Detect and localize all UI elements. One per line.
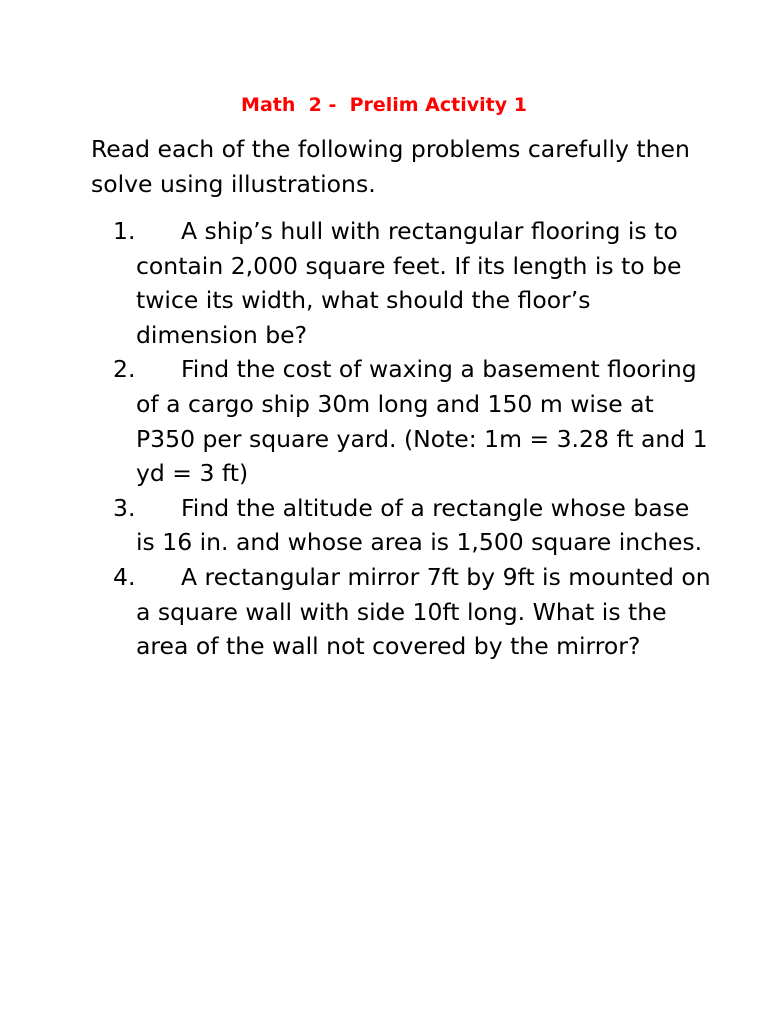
problem-number: 1. xyxy=(113,217,136,245)
problem-number: 4. xyxy=(113,562,136,591)
problem-number: 3. xyxy=(113,493,136,522)
problem-text: Find the cost of waxing a basement flooring of a cargo ship 30m long and 150 m wise at P350 per square yard. (Note: 1m = 3.28 ft and 1 yd = 3 ft) xyxy=(136,355,708,488)
problem-text: A ship’s hull with rectangular flooring is to contain 2,000 square feet. If its length is to be twice its width, what should the floor’s dimension be? xyxy=(136,217,682,349)
problem-text: A rectangular mirror 7ft by 9ft is mounted on a square wall with side 10ft long. What is the area of the wall not covered by the mirror? xyxy=(136,562,711,661)
problem-item-4 xyxy=(113,560,713,664)
problem-text: Find the altitude of a rectangle whose base is 16 in. and whose area is 1,500 square inches. xyxy=(136,493,703,557)
instructions-text: Read each of the following problems carefully then solve using illustrations. xyxy=(91,135,690,198)
problem-number: 2. xyxy=(113,355,136,384)
problem-list xyxy=(113,214,713,664)
problem-item-1 xyxy=(113,214,713,352)
problem-item-2 xyxy=(113,352,713,490)
document-title: Math 2 - Prelim Activity 1 xyxy=(241,94,527,116)
problem-item-3 xyxy=(113,491,713,560)
